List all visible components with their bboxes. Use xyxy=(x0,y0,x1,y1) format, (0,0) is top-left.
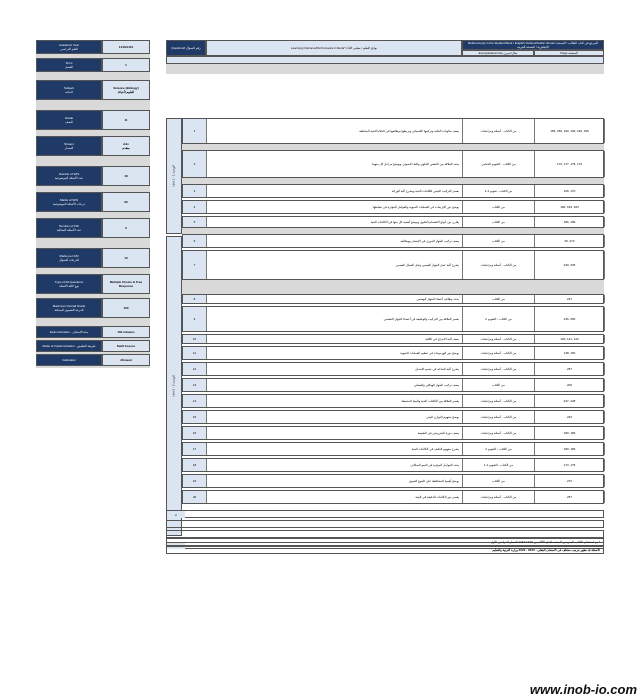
row-outcome: يشرح آلية عمل الجهاز العصبي ونقل السيال العصبي xyxy=(207,251,463,279)
row-number: 20 xyxy=(183,491,207,503)
section-label-1-text: Unit 1 - الوحدة 1 xyxy=(172,165,177,187)
table-row xyxy=(182,306,604,332)
left-value-12: Swift Assess xyxy=(102,340,150,352)
row-outcome: يصف تركيب الجهاز الهيكلي والعضلي xyxy=(207,379,463,391)
table-row xyxy=(182,250,604,280)
row-outcome: يصف تركيب الجهاز الدوري في الإنسان ووظائفه xyxy=(207,235,463,247)
row-example: من الكتاب - أسئلة ومراجعات xyxy=(463,119,535,143)
row-page: 166, 170 xyxy=(535,185,605,197)
row-page: 26, 272 xyxy=(535,235,605,247)
row-example: من الكتاب xyxy=(463,295,535,303)
footer-note-2-text: الأسئلة قد تظهر بترتيب مختلف في الامتحان الفعلي - 2023 - 2022 وزارة التربية والتعليم xyxy=(492,548,600,552)
row-page: 200 xyxy=(535,379,605,391)
row-outcome: يوضح دور الإنزيمات في العمليات الحيوية والعوامل المؤثرة في نشاطها xyxy=(207,201,463,213)
row-number: 19 xyxy=(183,475,207,487)
footer-note-1 xyxy=(166,538,604,546)
left-label-10: Maximum Overall Grade الدرجة القصوى الممكنة xyxy=(36,298,102,318)
row-number: 2 xyxy=(183,151,207,177)
left-label-12: Mode of Implementation - طريقة التطبيق xyxy=(36,340,102,352)
left-value-0: 1443/1444 xyxy=(102,40,150,54)
row-number: 13 xyxy=(183,379,207,391)
table-row xyxy=(182,346,604,360)
row-outcome: يصف آلية الإخراج في الكلية xyxy=(207,335,463,343)
left-value-1: 1 xyxy=(102,58,150,72)
row-outcome: يقارن بين أنواع الانقسام الخلوي ويوضح أهمية كل منها في الكائنات الحية xyxy=(207,217,463,227)
row-page: 257 xyxy=(535,491,605,503)
blank-row-1 xyxy=(166,520,604,528)
row-example: من الكتاب xyxy=(463,475,535,487)
section-label-2-text: Unit 2 - الوحدة 2 xyxy=(172,375,177,397)
row-example: من الكتاب - تقويم 1-1 xyxy=(463,185,535,197)
left-label-5: Number of W/S عدد الأسئلة الموضوعية xyxy=(36,166,102,186)
free-response-num-2 xyxy=(167,511,185,518)
table-row xyxy=(182,294,604,304)
row-number: 9 xyxy=(183,307,207,331)
blank-row-2 xyxy=(166,530,604,538)
header-reference-text: Reference(s) in the Student Book / English Version/Arabic Version المرجع في كتاب الطالب / النسخة الإنجليزية / النسخة العربية xyxy=(467,41,598,49)
row-outcome: يفسر التركيب الجيني للكائنات الحية ويشرح آلية الوراثة xyxy=(207,185,463,197)
left-spacer-1 xyxy=(36,72,150,80)
row-number: 1 xyxy=(183,119,207,143)
left-value-9: Multiple Choice & Free Response xyxy=(102,274,150,294)
row-page: 173, 175 xyxy=(535,459,605,471)
header-example-text: Example/Exercise مثال/تمرين xyxy=(478,51,518,55)
row-example: من الكتاب - أسئلة ومراجعات xyxy=(463,395,535,407)
row-number: 8 xyxy=(183,295,207,303)
table-row xyxy=(182,362,604,376)
row-outcome: يصف مكونات الخلية وتركيبها الكيميائي ويربطها بوظائفها في الخلايا الحية المختلفة xyxy=(207,119,463,143)
header-separator xyxy=(166,64,604,74)
table-row xyxy=(182,334,604,344)
table-row xyxy=(182,378,604,392)
left-label-11: Exam Duration - مدة الامتحان xyxy=(36,326,102,338)
watermark-text: www.inob-io.com xyxy=(529,682,637,697)
header-subrow xyxy=(166,56,604,64)
row-page: 120, 121, 122 xyxy=(535,335,605,343)
header-question-text: Question# رقم السؤال xyxy=(171,46,201,50)
row-page: 148, 150 xyxy=(535,347,605,359)
row-page: 246, 250 xyxy=(535,307,605,331)
left-spacer-7 xyxy=(36,238,150,248)
row-outcome: يشرح مفهوم التكيف في الكائنات الحية xyxy=(207,443,463,455)
table-row xyxy=(182,474,604,488)
left-label-2: Subject المادة xyxy=(36,80,102,100)
table-row xyxy=(182,200,604,214)
row-number: 11 xyxy=(183,347,207,359)
row-page: 232 xyxy=(535,411,605,423)
left-label-13: Calculator xyxy=(36,354,102,366)
footer-note-2 xyxy=(166,546,604,554)
left-value-2: Science (Biology) العلوم (أحياء) xyxy=(102,80,150,100)
row-example: من الكتاب - أسئلة ومراجعات xyxy=(463,427,535,439)
free-response-num-1-text: 1 xyxy=(175,544,177,548)
row-number: 15 xyxy=(183,411,207,423)
row-example: من الكتاب - أسئلة ومراجعات xyxy=(463,335,535,343)
table-row xyxy=(182,118,604,144)
row-page: 230, 235 xyxy=(535,251,605,279)
row-outcome: يوضح مفهوم التوازن البيئي xyxy=(207,411,463,423)
row-number: 6 xyxy=(183,235,207,247)
header-reference xyxy=(462,40,604,50)
header-page-text: Page الصفحة xyxy=(560,51,578,55)
table-row xyxy=(182,184,604,198)
row-outcome: يصف دورة النيتروجين في الطبيعة xyxy=(207,427,463,439)
row-page: 227, 228 xyxy=(535,395,605,407)
left-value-5: 18 xyxy=(102,166,150,186)
row-example: من الكتاب - أسئلة ومراجعات xyxy=(463,363,535,375)
left-value-10: 100 xyxy=(102,298,150,318)
left-value-3: 11 xyxy=(102,110,150,130)
row-page: 272 xyxy=(535,475,605,487)
row-page: 184, 186, 190, 193, 196, 199 xyxy=(535,119,605,143)
table-row xyxy=(182,394,604,408)
left-label-8: Marks per F/R الدرجات للسؤال xyxy=(36,248,102,268)
footer-note-1-text: * تم استخدام الكتاب المدرسي المعتمد للعام الأكاديمي 1443-1444 الفصل الدراسي الأول xyxy=(490,540,600,544)
row-example: من الكتاب - أسئلة ومراجعات xyxy=(463,347,535,359)
table-row xyxy=(182,442,604,456)
row-example: من الكتاب xyxy=(463,379,535,391)
left-value-7: 3 xyxy=(102,218,150,238)
row-number: 18 xyxy=(183,459,207,471)
left-label-7: Number of F/R عدد الأسئلة المقالية xyxy=(36,218,102,238)
row-outcome: يحدد وظائف أعضاء الجهاز الهضمي xyxy=(207,295,463,303)
row-example: من الكتاب - أسئلة ومراجعات xyxy=(463,491,535,503)
table-row xyxy=(182,234,604,248)
header-outcome xyxy=(206,40,462,56)
main-table xyxy=(166,40,604,548)
row-example: من الكتاب xyxy=(463,217,535,227)
row-example: من الكتاب xyxy=(463,201,535,213)
row-example: من الكتاب - أسئلة ومراجعات xyxy=(463,251,535,279)
row-outcome: يوضح أهمية المحافظة على التنوع الحيوي xyxy=(207,475,463,487)
table-row xyxy=(182,426,604,440)
row-number: 5 xyxy=(183,217,207,227)
left-spacer-2 xyxy=(36,100,150,110)
left-spacer-13 xyxy=(36,366,150,368)
left-info-panel xyxy=(36,40,150,362)
left-label-3: Grade الصف xyxy=(36,110,102,130)
row-example: من الكتاب - التقويم 1-1 xyxy=(463,459,535,471)
left-value-11: 150 minutes xyxy=(102,326,150,338)
row-outcome: يحدد العوامل المؤثرة في النمو السكاني xyxy=(207,459,463,471)
header-outcome-text: Learning Outcome/Performance Criteria* نواتج التعلم / معايير الأداء xyxy=(291,46,377,50)
row-number: 16 xyxy=(183,427,207,439)
row-outcome: يفسر دور الكائنات الدقيقة في البيئة xyxy=(207,491,463,503)
row-outcome: يوضح دور الهرمونات في تنظيم العمليات الحيوية xyxy=(207,347,463,359)
table-row xyxy=(182,410,604,424)
section-label-2 xyxy=(166,236,182,536)
row-page: 186, 189 xyxy=(535,217,605,227)
row-number: 4 xyxy=(183,201,207,213)
row-page: 247 xyxy=(535,295,605,303)
row-page: 176, 177, 178, 179 xyxy=(535,151,605,177)
header-question xyxy=(166,40,206,56)
row-outcome: يفسر العلاقة بين التركيب والوظيفة في أعضاء الجهاز التنفسي xyxy=(207,307,463,331)
left-value-8: 10 xyxy=(102,248,150,268)
row-number: 3 xyxy=(183,185,207,197)
row-number: 7 xyxy=(183,251,207,279)
row-example: من الكتاب - التقويم 2 xyxy=(463,443,535,455)
left-value-4: Adv متقدم xyxy=(102,136,150,156)
row-page: 257 xyxy=(535,363,605,375)
free-response-num-2-text: 2 xyxy=(175,512,177,517)
left-spacer-4 xyxy=(36,156,150,166)
row-example: من الكتاب - أسئلة ومراجعات xyxy=(463,411,535,423)
row-separator xyxy=(182,280,604,294)
row-number: 14 xyxy=(183,395,207,407)
row-example: من الكتاب - التقويم 2 xyxy=(463,307,535,331)
rows-container xyxy=(182,118,604,538)
row-number: 17 xyxy=(183,443,207,455)
left-label-9: Type of All Questions نوع كافة الأسئلة xyxy=(36,274,102,294)
row-outcome: يفسر العلاقة بين الكائنات الحية والبيئة المحيطة xyxy=(207,395,463,407)
row-number: 10 xyxy=(183,335,207,343)
section-label-1 xyxy=(166,118,182,234)
left-label-0: Academic Year العام الدراسي xyxy=(36,40,102,54)
row-outcome: يشرح آلية المناعة في جسم الإنسان xyxy=(207,363,463,375)
row-page: 180, 183 xyxy=(535,427,605,439)
left-value-6: 90 xyxy=(102,192,150,212)
table-row xyxy=(182,490,604,504)
row-number: 12 xyxy=(183,363,207,375)
free-response-row-2 xyxy=(166,510,604,518)
table-row xyxy=(182,150,604,178)
left-label-1: Term الفصل xyxy=(36,58,102,72)
left-label-4: Stream المسار xyxy=(36,136,102,156)
left-spacer-10 xyxy=(36,318,150,326)
table-row xyxy=(182,458,604,472)
left-label-6: Marks of W/S درجات الأسئلة الموضوعية xyxy=(36,192,102,212)
row-page: 182, 183, 184 xyxy=(535,201,605,213)
row-outcome: يحدد العلاقة بين التنفس الخلوي والبناء الضوئي ويوضح مراحل كل منهما xyxy=(207,151,463,177)
row-example: من الكتاب xyxy=(463,235,535,247)
left-value-13: Allowed xyxy=(102,354,150,366)
row-example: من الكتاب - التقويم الختامي xyxy=(463,151,535,177)
row-page: 180, 183 xyxy=(535,443,605,455)
table-row xyxy=(182,216,604,228)
